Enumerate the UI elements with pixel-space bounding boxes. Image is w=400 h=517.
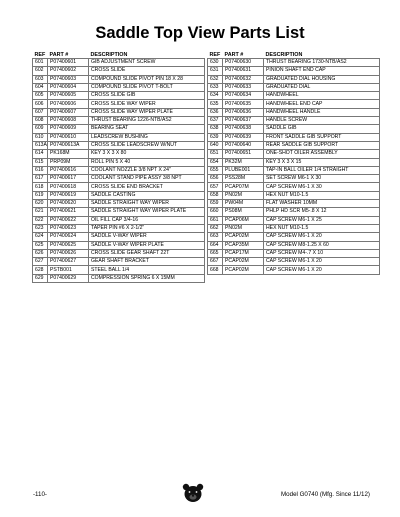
ref-header: REF [209,51,221,58]
description-cell: CROSS SLIDE END BRACKET [89,183,205,191]
ref-cell: 668 [208,266,223,274]
ref-header: REF [34,51,46,58]
ref-cell: 619 [33,191,48,199]
table-row [33,100,205,108]
description-cell: ROLL PIN 5 X 40 [89,158,205,166]
description-cell: SADDLE V-WAY WIPER PLATE [89,241,205,249]
ref-cell: 660 [208,208,223,216]
ref-cell: 602 [33,67,48,75]
table-row [33,200,205,208]
part-number-cell: P07400604 [48,83,89,91]
ref-cell: 640 [208,141,223,149]
ref-cell: 634 [208,92,223,100]
ref-cell: 639 [208,133,223,141]
part-number-cell: P07400632 [223,75,264,83]
table-row [208,224,380,232]
part-number-cell: PCAP17M [223,249,264,257]
description-cell: CAP SCREW M6-1 X 20 [264,233,380,241]
table-row [33,241,205,249]
ref-cell: 654 [208,158,223,166]
description-cell: CAP SCREW M4-.7 X 10 [264,249,380,257]
part-number-cell: P07400613A [48,141,89,149]
table-row [208,158,380,166]
description-cell: HEX NUT M10-1.5 [264,191,380,199]
part-number-cell: P07400629 [48,274,89,282]
table-row [33,224,205,232]
table-row [33,166,205,174]
part-number-cell: P07400618 [48,183,89,191]
table-row [208,92,380,100]
description-cell: KEY 3 X 3 X 15 [264,158,380,166]
description-cell: COMPOUND SLIDE PIVOT PIN 18 X 28 [89,75,205,83]
part-number-cell: PSS28M [223,175,264,183]
ref-cell: 615 [33,158,48,166]
description-cell: GRADUATED DIAL [264,83,380,91]
table-row [208,249,380,257]
ref-cell: 657 [208,183,223,191]
ref-cell: 617 [33,175,48,183]
table-row [33,274,205,282]
description-cell: CAP SCREW M6-1 X 30 [264,183,380,191]
part-number-cell: P07400630 [223,59,264,67]
part-number-cell: PLUBE001 [223,166,264,174]
part-number-cell: P07400624 [48,233,89,241]
part-number-cell: P07400601 [48,59,89,67]
part-number-cell: PN02M [223,224,264,232]
table-row [208,125,380,133]
ref-cell: 605 [33,92,48,100]
ref-cell: 630 [208,59,223,67]
description-cell: STEEL BALL 1/4 [89,266,205,274]
ref-cell: 622 [33,216,48,224]
part-number-cell: PCAP35M [223,241,264,249]
table-row [33,249,205,257]
ref-cell: 651 [208,150,223,158]
description-cell: GIB ADJUSTMENT SCREW [89,59,205,67]
part-number-cell: P07400620 [48,200,89,208]
description-cell: COOLANT STAND PIPE ASSY 3/8 NPT [89,175,205,183]
part-number-cell: P07400631 [223,67,264,75]
description-cell: CAP SCREW M6-1 X 20 [264,266,380,274]
part-number-cell: P07400635 [223,100,264,108]
table-header-row [208,51,380,59]
model-label: Model G0740 (Mfg. Since 11/12) [281,491,370,498]
parts-table-right [207,51,380,275]
part-number-cell: PW04M [223,200,264,208]
description-cell: PINION SHAFT END CAP [264,67,380,75]
ref-cell: 655 [208,166,223,174]
description-cell: SADDLE V-WAY WIPER [89,233,205,241]
part-number-cell: P07400605 [48,92,89,100]
part-number-cell: P07400602 [48,67,89,75]
description-cell: HANDWHEEL END CAP [264,100,380,108]
table-row [208,100,380,108]
table-row [33,191,205,199]
ref-cell: 637 [208,117,223,125]
table-row [33,67,205,75]
table-row [33,216,205,224]
table-row [33,266,205,274]
page-title: Saddle Top View Parts List [95,24,305,42]
table-row [33,92,205,100]
description-cell: SET SCREW M6-1 X 30 [264,175,380,183]
table-row [208,216,380,224]
table-row [33,83,205,91]
part-number-cell: PCAP02M [223,266,264,274]
description-cell: THRUST BEARING 1730-NTB/AS2 [264,59,380,67]
part-header: PART # [224,51,244,58]
description-cell: ONE-SHOT OILER ASSEMBLY [264,150,380,158]
ref-cell: 613A [33,141,48,149]
part-number-cell: PCAP06M [223,216,264,224]
description-cell: LEADSCREW BUSHING [89,133,205,141]
ref-cell: 659 [208,200,223,208]
ref-cell: 636 [208,108,223,116]
table-row [33,133,205,141]
ref-cell: 626 [33,249,48,257]
part-number-cell: P07400634 [223,92,264,100]
description-cell: SADDLE CASTING [89,191,205,199]
ref-cell: 610 [33,133,48,141]
part-number-cell: P07400608 [48,117,89,125]
ref-cell: 664 [208,241,223,249]
ref-cell: 635 [208,100,223,108]
description-cell: BEARING SEAT [89,125,205,133]
table-row [208,150,380,158]
ref-cell: 667 [208,258,223,266]
description-cell: SADDLE GIB [264,125,380,133]
ref-cell: 629 [33,274,48,282]
description-cell: OIL FILL CAP 3/4-16 [89,216,205,224]
part-number-cell: P07400607 [48,108,89,116]
description-cell: CAP SCREW M6-1 X 25 [264,216,380,224]
ref-cell: 607 [33,108,48,116]
ref-cell: 621 [33,208,48,216]
description-cell: CROSS SLIDE LEADSCREW W/NUT [89,141,205,149]
table-row [33,117,205,125]
ref-cell: 618 [33,183,48,191]
ref-cell: 662 [208,224,223,232]
ref-cell: 628 [33,266,48,274]
table-row [208,141,380,149]
table-row [33,150,205,158]
description-cell: FLAT WASHER 10MM [264,200,380,208]
part-number-cell: P07400636 [223,108,264,116]
table-row [33,59,205,67]
table-row [208,200,380,208]
table-row [33,158,205,166]
description-cell: COOLANT NOZZLE 3/8 NPT X 24" [89,166,205,174]
description-cell: TAP-IN BALL OILER 1/4 STRAIGHT [264,166,380,174]
description-cell: THRUST BEARING 1226-NTB/AS2 [89,117,205,125]
ref-cell: 663 [208,233,223,241]
part-number-cell: P07400627 [48,258,89,266]
description-cell: CAP SCREW M6-1 X 20 [264,258,380,266]
description-cell: CROSS SLIDE WAY WIPER [89,100,205,108]
part-number-cell: P07400633 [223,83,264,91]
ref-cell: 609 [33,125,48,133]
part-number-cell: PSTB001 [48,266,89,274]
table-row [208,241,380,249]
ref-cell: 627 [33,258,48,266]
part-number-cell: P07400651 [223,150,264,158]
ref-cell: 656 [208,175,223,183]
part-number-cell: P07400640 [223,141,264,149]
table-row [33,141,205,149]
table-row [33,108,205,116]
part-number-cell: PCAP02M [223,258,264,266]
part-number-cell: P07400623 [48,224,89,232]
description-cell: COMPRESSION SPRING 6 X 15MM [89,274,205,282]
description-cell: CROSS SLIDE GIB [89,92,205,100]
page-number: -110- [33,491,47,498]
ref-cell: 623 [33,224,48,232]
ref-cell: 603 [33,75,48,83]
part-number-cell: PS08M [223,208,264,216]
table-row [33,258,205,266]
part-number-cell: PK168M [48,150,89,158]
part-number-cell: P07400610 [48,133,89,141]
ref-cell: 633 [208,83,223,91]
ref-cell: 614 [33,150,48,158]
description-cell: CROSS SLIDE WAY WIPER PLATE [89,108,205,116]
ref-cell: 601 [33,59,48,67]
description-cell: HANDLE SCREW [264,117,380,125]
table-row [208,83,380,91]
description-cell: CAP SCREW M8-1.25 X 60 [264,241,380,249]
description-header: DESCRIPTION [265,51,303,58]
part-number-cell: P07400617 [48,175,89,183]
table-row [33,175,205,183]
table-row [208,258,380,266]
description-cell: PHLP HD SCR M5-.8 X 12 [264,208,380,216]
table-row [33,208,205,216]
table-header-row [33,51,205,59]
part-number-cell: P07400621 [48,208,89,216]
part-number-cell: PCAP02M [223,233,264,241]
part-number-cell: PCAP07M [223,183,264,191]
description-cell: CROSS SLIDE [89,67,205,75]
part-number-cell: P07400622 [48,216,89,224]
ref-cell: 608 [33,117,48,125]
ref-cell: 632 [208,75,223,83]
description-cell: CROSS SLIDE GEAR SHAFT 22T [89,249,205,257]
description-cell: HEX NUT M10-1.5 [264,224,380,232]
table-row [208,59,380,67]
description-cell: SADDLE STRAIGHT WAY WIPER PLATE [89,208,205,216]
table-row [208,175,380,183]
table-row [33,125,205,133]
description-cell: SADDLE STRAIGHT WAY WIPER [89,200,205,208]
table-row [208,191,380,199]
part-number-cell: P07400637 [223,117,264,125]
part-number-cell: PRP09M [48,158,89,166]
ref-cell: 616 [33,166,48,174]
description-cell: HANDWHEEL [264,92,380,100]
part-header: PART # [49,51,69,58]
table-row [208,133,380,141]
table-row [208,166,380,174]
table-row [33,75,205,83]
table-row [208,183,380,191]
description-cell: KEY 3 X 3 X 80 [89,150,205,158]
ref-cell: 604 [33,83,48,91]
description-cell: FRONT SADDLE GIB SUPPORT [264,133,380,141]
table-row [208,67,380,75]
description-cell: TAPER PIN #6 X 2-1/2" [89,224,205,232]
bear-logo-icon [182,483,204,503]
part-number-cell: P07400625 [48,241,89,249]
table-row [208,233,380,241]
ref-cell: 631 [208,67,223,75]
part-number-cell: P07400619 [48,191,89,199]
part-number-cell: P07400626 [48,249,89,257]
ref-cell: 625 [33,241,48,249]
table-row [208,208,380,216]
part-number-cell: P07400603 [48,75,89,83]
ref-cell: 624 [33,233,48,241]
part-number-cell: P07400638 [223,125,264,133]
ref-cell: 606 [33,100,48,108]
ref-cell: 620 [33,200,48,208]
part-number-cell: P07400616 [48,166,89,174]
description-cell: GEAR SHAFT BRACKET [89,258,205,266]
ref-cell: 665 [208,249,223,257]
part-number-cell: PK32M [223,158,264,166]
table-row [33,183,205,191]
table-row [208,117,380,125]
ref-cell: 661 [208,216,223,224]
part-number-cell: P07400639 [223,133,264,141]
table-row [208,108,380,116]
ref-cell: 638 [208,125,223,133]
table-row [33,233,205,241]
description-cell: REAR SADDLE GIB SUPPORT [264,141,380,149]
ref-cell: 658 [208,191,223,199]
part-number-cell: PN02M [223,191,264,199]
description-cell: COMPOUND SLIDE PIVOT T-BOLT [89,83,205,91]
part-number-cell: P07400609 [48,125,89,133]
parts-table-left [32,51,205,283]
table-row [208,266,380,274]
description-cell: GRADUATED DIAL HOUSING [264,75,380,83]
part-number-cell: P07400606 [48,100,89,108]
description-cell: HANDWHEEL HANDLE [264,108,380,116]
table-row [208,75,380,83]
description-header: DESCRIPTION [90,51,128,58]
